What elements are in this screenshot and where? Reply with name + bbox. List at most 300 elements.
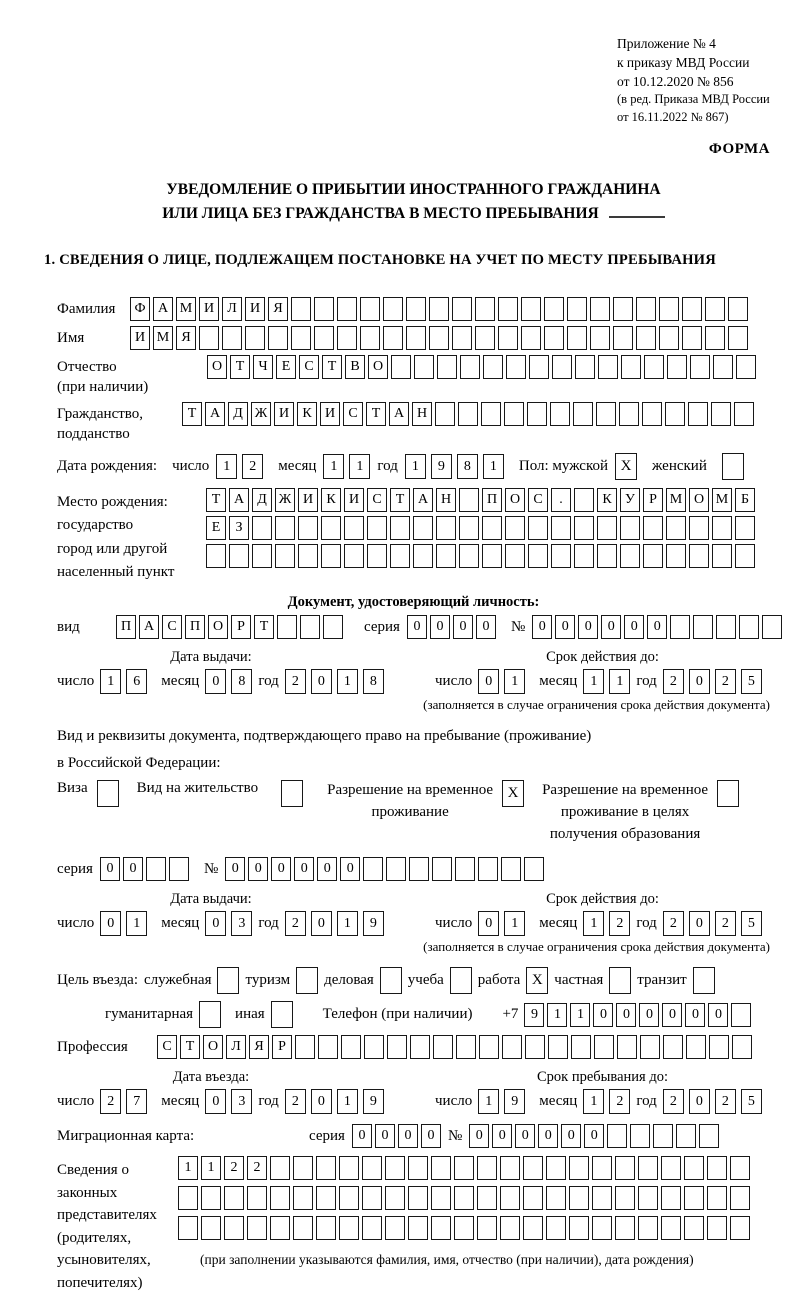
char-cell[interactable] — [477, 1216, 497, 1240]
char-cell[interactable]: 0 — [340, 857, 360, 881]
char-cell[interactable]: 1 — [583, 669, 604, 694]
char-cell[interactable] — [97, 780, 119, 807]
edu-residence-checkbox[interactable] — [717, 780, 739, 807]
char-cell[interactable]: И — [320, 402, 340, 426]
char-cell[interactable] — [693, 967, 715, 994]
char-cell[interactable] — [686, 1035, 706, 1059]
char-cell[interactable]: 6 — [126, 669, 147, 694]
char-cell[interactable] — [590, 326, 610, 350]
char-cell[interactable] — [666, 544, 686, 568]
char-cell[interactable]: 1 — [178, 1156, 198, 1180]
purpose-official-checkbox[interactable] — [217, 967, 239, 994]
char-cell[interactable]: В — [345, 355, 365, 379]
char-cell[interactable] — [630, 1124, 650, 1148]
char-cell[interactable]: 0 — [352, 1124, 372, 1148]
char-cell[interactable] — [300, 615, 320, 639]
blank-underline[interactable] — [609, 202, 665, 218]
doc-issue-month-cells[interactable] — [205, 669, 252, 694]
char-cell[interactable]: И — [130, 326, 150, 350]
char-cell[interactable]: 2 — [224, 1156, 244, 1180]
char-cell[interactable] — [270, 1216, 290, 1240]
char-cell[interactable] — [739, 615, 759, 639]
char-cell[interactable] — [275, 544, 295, 568]
char-cell[interactable] — [456, 1035, 476, 1059]
char-cell[interactable]: Я — [268, 297, 288, 321]
char-cell[interactable] — [291, 297, 311, 321]
char-cell[interactable]: 0 — [561, 1124, 581, 1148]
char-cell[interactable]: Н — [436, 488, 456, 512]
char-cell[interactable] — [298, 516, 318, 540]
char-cell[interactable] — [644, 355, 664, 379]
char-cell[interactable] — [293, 1216, 313, 1240]
char-cell[interactable] — [716, 615, 736, 639]
char-cell[interactable] — [413, 544, 433, 568]
char-cell[interactable] — [661, 1156, 681, 1180]
char-cell[interactable] — [270, 1186, 290, 1210]
char-cell[interactable] — [569, 1156, 589, 1180]
char-cell[interactable] — [621, 355, 641, 379]
char-cell[interactable] — [391, 355, 411, 379]
given-name-cells[interactable] — [130, 326, 748, 350]
char-cell[interactable]: 0 — [555, 615, 575, 639]
char-cell[interactable] — [454, 1156, 474, 1180]
char-cell[interactable]: 1 — [478, 1089, 499, 1114]
char-cell[interactable] — [498, 297, 518, 321]
char-cell[interactable] — [436, 516, 456, 540]
char-cell[interactable] — [567, 326, 587, 350]
char-cell[interactable]: И — [274, 402, 294, 426]
representatives-row3-cells[interactable] — [178, 1216, 750, 1240]
char-cell[interactable] — [408, 1186, 428, 1210]
char-cell[interactable]: О — [207, 355, 227, 379]
char-cell[interactable]: Ж — [251, 402, 271, 426]
char-cell[interactable]: 0 — [578, 615, 598, 639]
char-cell[interactable]: 0 — [430, 615, 450, 639]
char-cell[interactable] — [390, 544, 410, 568]
residence-valid-year-cells[interactable] — [663, 911, 762, 936]
char-cell[interactable]: 0 — [624, 615, 644, 639]
char-cell[interactable]: М — [712, 488, 732, 512]
char-cell[interactable] — [482, 516, 502, 540]
char-cell[interactable] — [178, 1186, 198, 1210]
char-cell[interactable]: 0 — [375, 1124, 395, 1148]
char-cell[interactable] — [615, 1156, 635, 1180]
char-cell[interactable]: 9 — [431, 454, 452, 479]
char-cell[interactable] — [337, 326, 357, 350]
char-cell[interactable] — [676, 1124, 696, 1148]
char-cell[interactable]: 2 — [285, 911, 306, 936]
char-cell[interactable] — [316, 1186, 336, 1210]
doc-valid-day-cells[interactable] — [478, 669, 525, 694]
surname-cells[interactable] — [130, 297, 748, 321]
char-cell[interactable] — [408, 1156, 428, 1180]
char-cell[interactable] — [642, 402, 662, 426]
doc-issue-day-cells[interactable] — [100, 669, 147, 694]
char-cell[interactable]: 2 — [715, 669, 736, 694]
birth-day-cells[interactable] — [216, 454, 263, 479]
char-cell[interactable] — [406, 297, 426, 321]
char-cell[interactable] — [477, 1156, 497, 1180]
purpose-humanitarian-checkbox[interactable] — [199, 1001, 221, 1028]
char-cell[interactable]: 1 — [504, 911, 525, 936]
char-cell[interactable] — [689, 544, 709, 568]
char-cell[interactable]: 1 — [483, 454, 504, 479]
char-cell[interactable] — [169, 857, 189, 881]
char-cell[interactable] — [730, 1156, 750, 1180]
char-cell[interactable]: 2 — [242, 454, 263, 479]
char-cell[interactable] — [252, 544, 272, 568]
char-cell[interactable]: Т — [366, 402, 386, 426]
char-cell[interactable]: Т — [230, 355, 250, 379]
char-cell[interactable]: 2 — [247, 1156, 267, 1180]
char-cell[interactable]: А — [229, 488, 249, 512]
char-cell[interactable] — [222, 326, 242, 350]
char-cell[interactable] — [501, 857, 521, 881]
entry-month-cells[interactable] — [205, 1089, 252, 1114]
char-cell[interactable] — [429, 297, 449, 321]
phone-cells[interactable] — [524, 1003, 751, 1027]
char-cell[interactable] — [362, 1156, 382, 1180]
char-cell[interactable]: 9 — [363, 1089, 384, 1114]
char-cell[interactable]: X — [526, 967, 548, 994]
char-cell[interactable] — [670, 615, 690, 639]
char-cell[interactable] — [459, 516, 479, 540]
representatives-row2-cells[interactable] — [178, 1186, 750, 1210]
char-cell[interactable]: С — [367, 488, 387, 512]
char-cell[interactable] — [667, 355, 687, 379]
char-cell[interactable] — [682, 326, 702, 350]
char-cell[interactable] — [321, 544, 341, 568]
char-cell[interactable]: К — [297, 402, 317, 426]
char-cell[interactable] — [362, 1216, 382, 1240]
char-cell[interactable]: Я — [249, 1035, 269, 1059]
char-cell[interactable] — [640, 1035, 660, 1059]
char-cell[interactable] — [666, 516, 686, 540]
char-cell[interactable]: 0 — [601, 615, 621, 639]
char-cell[interactable]: И — [298, 488, 318, 512]
char-cell[interactable] — [477, 1186, 497, 1210]
char-cell[interactable] — [344, 516, 364, 540]
char-cell[interactable]: Ч — [253, 355, 273, 379]
char-cell[interactable] — [479, 1035, 499, 1059]
stay-year-cells[interactable] — [663, 1089, 762, 1114]
residence-number-cells[interactable] — [225, 857, 544, 881]
char-cell[interactable]: П — [482, 488, 502, 512]
char-cell[interactable] — [524, 857, 544, 881]
char-cell[interactable]: 0 — [708, 1003, 728, 1027]
char-cell[interactable] — [410, 1035, 430, 1059]
char-cell[interactable] — [682, 297, 702, 321]
visa-checkbox[interactable] — [97, 780, 119, 807]
char-cell[interactable] — [339, 1186, 359, 1210]
char-cell[interactable]: 0 — [584, 1124, 604, 1148]
char-cell[interactable]: 9 — [363, 911, 384, 936]
char-cell[interactable]: Р — [231, 615, 251, 639]
char-cell[interactable] — [414, 355, 434, 379]
char-cell[interactable]: И — [199, 297, 219, 321]
char-cell[interactable] — [314, 297, 334, 321]
char-cell[interactable] — [523, 1156, 543, 1180]
profession-cells[interactable] — [157, 1035, 752, 1059]
char-cell[interactable] — [435, 402, 455, 426]
char-cell[interactable] — [546, 1216, 566, 1240]
char-cell[interactable]: Б — [735, 488, 755, 512]
birth-place-row1-cells[interactable] — [206, 488, 755, 512]
char-cell[interactable] — [506, 355, 526, 379]
char-cell[interactable]: 1 — [609, 669, 630, 694]
char-cell[interactable]: 1 — [337, 911, 358, 936]
char-cell[interactable]: Д — [252, 488, 272, 512]
char-cell[interactable] — [551, 516, 571, 540]
char-cell[interactable] — [337, 297, 357, 321]
char-cell[interactable] — [316, 1216, 336, 1240]
char-cell[interactable] — [592, 1216, 612, 1240]
char-cell[interactable] — [383, 297, 403, 321]
entry-day-cells[interactable] — [100, 1089, 147, 1114]
char-cell[interactable]: 0 — [123, 857, 143, 881]
birth-place-row3-cells[interactable] — [206, 544, 755, 568]
char-cell[interactable] — [690, 355, 710, 379]
char-cell[interactable]: О — [505, 488, 525, 512]
char-cell[interactable] — [638, 1156, 658, 1180]
char-cell[interactable]: 0 — [532, 615, 552, 639]
char-cell[interactable]: 0 — [317, 857, 337, 881]
residence-issue-day-cells[interactable] — [100, 911, 147, 936]
char-cell[interactable] — [569, 1186, 589, 1210]
char-cell[interactable]: 1 — [100, 669, 121, 694]
char-cell[interactable] — [659, 326, 679, 350]
char-cell[interactable]: 5 — [741, 669, 762, 694]
purpose-work-checkbox[interactable] — [526, 967, 548, 994]
char-cell[interactable] — [688, 402, 708, 426]
char-cell[interactable] — [663, 1035, 683, 1059]
char-cell[interactable] — [711, 402, 731, 426]
char-cell[interactable] — [452, 297, 472, 321]
char-cell[interactable]: Т — [254, 615, 274, 639]
char-cell[interactable] — [271, 1001, 293, 1028]
char-cell[interactable] — [483, 355, 503, 379]
char-cell[interactable]: 1 — [547, 1003, 567, 1027]
char-cell[interactable] — [281, 780, 303, 807]
char-cell[interactable] — [523, 1216, 543, 1240]
char-cell[interactable]: 2 — [663, 1089, 684, 1114]
char-cell[interactable] — [574, 488, 594, 512]
char-cell[interactable] — [615, 1186, 635, 1210]
char-cell[interactable] — [431, 1156, 451, 1180]
char-cell[interactable]: Ж — [275, 488, 295, 512]
purpose-study-checkbox[interactable] — [450, 967, 472, 994]
char-cell[interactable] — [339, 1216, 359, 1240]
char-cell[interactable] — [617, 1035, 637, 1059]
char-cell[interactable] — [592, 1156, 612, 1180]
char-cell[interactable]: Т — [180, 1035, 200, 1059]
char-cell[interactable] — [206, 544, 226, 568]
char-cell[interactable]: Т — [206, 488, 226, 512]
char-cell[interactable]: 0 — [616, 1003, 636, 1027]
char-cell[interactable] — [450, 967, 472, 994]
purpose-private-checkbox[interactable] — [609, 967, 631, 994]
char-cell[interactable] — [458, 402, 478, 426]
char-cell[interactable] — [217, 967, 239, 994]
char-cell[interactable] — [454, 1216, 474, 1240]
char-cell[interactable] — [728, 326, 748, 350]
char-cell[interactable] — [551, 544, 571, 568]
char-cell[interactable] — [620, 544, 640, 568]
char-cell[interactable]: 0 — [205, 1089, 226, 1114]
char-cell[interactable] — [546, 1156, 566, 1180]
char-cell[interactable]: X — [502, 780, 524, 807]
char-cell[interactable] — [268, 326, 288, 350]
char-cell[interactable] — [367, 516, 387, 540]
char-cell[interactable] — [705, 297, 725, 321]
char-cell[interactable] — [323, 615, 343, 639]
char-cell[interactable]: 0 — [421, 1124, 441, 1148]
char-cell[interactable] — [459, 488, 479, 512]
char-cell[interactable]: 2 — [663, 911, 684, 936]
char-cell[interactable] — [409, 857, 429, 881]
char-cell[interactable]: 0 — [407, 615, 427, 639]
char-cell[interactable]: 2 — [100, 1089, 121, 1114]
char-cell[interactable] — [638, 1186, 658, 1210]
char-cell[interactable] — [521, 297, 541, 321]
char-cell[interactable] — [436, 544, 456, 568]
char-cell[interactable] — [709, 1035, 729, 1059]
char-cell[interactable] — [728, 297, 748, 321]
char-cell[interactable] — [684, 1156, 704, 1180]
residence-issue-year-cells[interactable] — [285, 911, 384, 936]
char-cell[interactable] — [360, 297, 380, 321]
char-cell[interactable] — [364, 1035, 384, 1059]
char-cell[interactable] — [387, 1035, 407, 1059]
char-cell[interactable] — [482, 544, 502, 568]
char-cell[interactable]: 0 — [271, 857, 291, 881]
char-cell[interactable] — [552, 355, 572, 379]
char-cell[interactable] — [613, 297, 633, 321]
char-cell[interactable]: 0 — [538, 1124, 558, 1148]
citizenship-cells[interactable] — [182, 402, 754, 426]
char-cell[interactable] — [590, 297, 610, 321]
char-cell[interactable]: С — [162, 615, 182, 639]
entry-year-cells[interactable] — [285, 1089, 384, 1114]
char-cell[interactable] — [734, 402, 754, 426]
doc-type-cells[interactable] — [116, 615, 343, 639]
char-cell[interactable] — [500, 1216, 520, 1240]
char-cell[interactable] — [707, 1216, 727, 1240]
char-cell[interactable]: 0 — [593, 1003, 613, 1027]
char-cell[interactable]: 0 — [469, 1124, 489, 1148]
char-cell[interactable] — [636, 297, 656, 321]
char-cell[interactable] — [502, 1035, 522, 1059]
char-cell[interactable] — [247, 1216, 267, 1240]
char-cell[interactable] — [199, 1001, 221, 1028]
char-cell[interactable] — [363, 857, 383, 881]
char-cell[interactable] — [573, 402, 593, 426]
char-cell[interactable]: 2 — [285, 1089, 306, 1114]
char-cell[interactable] — [385, 1186, 405, 1210]
char-cell[interactable] — [707, 1186, 727, 1210]
char-cell[interactable] — [498, 326, 518, 350]
char-cell[interactable] — [386, 857, 406, 881]
char-cell[interactable] — [523, 1186, 543, 1210]
char-cell[interactable] — [609, 967, 631, 994]
char-cell[interactable]: Е — [206, 516, 226, 540]
char-cell[interactable] — [500, 1186, 520, 1210]
char-cell[interactable] — [295, 1035, 315, 1059]
doc-number-cells[interactable] — [532, 615, 782, 639]
char-cell[interactable] — [505, 544, 525, 568]
char-cell[interactable] — [380, 967, 402, 994]
char-cell[interactable]: 9 — [504, 1089, 525, 1114]
char-cell[interactable] — [693, 615, 713, 639]
char-cell[interactable] — [385, 1216, 405, 1240]
char-cell[interactable] — [571, 1035, 591, 1059]
char-cell[interactable] — [643, 516, 663, 540]
char-cell[interactable] — [730, 1186, 750, 1210]
char-cell[interactable]: А — [389, 402, 409, 426]
char-cell[interactable]: К — [597, 488, 617, 512]
char-cell[interactable]: 3 — [231, 911, 252, 936]
char-cell[interactable]: Т — [390, 488, 410, 512]
char-cell[interactable]: 0 — [311, 1089, 332, 1114]
char-cell[interactable]: 0 — [639, 1003, 659, 1027]
char-cell[interactable] — [146, 857, 166, 881]
representatives-row1-cells[interactable] — [178, 1156, 750, 1180]
char-cell[interactable]: 2 — [715, 1089, 736, 1114]
char-cell[interactable] — [475, 297, 495, 321]
char-cell[interactable] — [293, 1186, 313, 1210]
char-cell[interactable]: 1 — [323, 454, 344, 479]
char-cell[interactable]: 1 — [405, 454, 426, 479]
char-cell[interactable]: И — [344, 488, 364, 512]
char-cell[interactable]: Я — [176, 326, 196, 350]
char-cell[interactable]: 8 — [231, 669, 252, 694]
char-cell[interactable]: X — [615, 453, 637, 480]
temp-residence-checkbox[interactable] — [502, 780, 524, 807]
char-cell[interactable] — [569, 1216, 589, 1240]
char-cell[interactable]: П — [116, 615, 136, 639]
char-cell[interactable]: 0 — [205, 669, 226, 694]
char-cell[interactable] — [406, 326, 426, 350]
stay-day-cells[interactable] — [478, 1089, 525, 1114]
char-cell[interactable]: 0 — [478, 911, 499, 936]
char-cell[interactable]: Р — [272, 1035, 292, 1059]
char-cell[interactable]: 0 — [100, 911, 121, 936]
char-cell[interactable]: 1 — [337, 669, 358, 694]
char-cell[interactable] — [431, 1186, 451, 1210]
char-cell[interactable]: 8 — [457, 454, 478, 479]
char-cell[interactable]: 0 — [225, 857, 245, 881]
char-cell[interactable] — [548, 1035, 568, 1059]
char-cell[interactable] — [455, 857, 475, 881]
char-cell[interactable] — [459, 544, 479, 568]
char-cell[interactable] — [460, 355, 480, 379]
char-cell[interactable] — [199, 326, 219, 350]
char-cell[interactable]: 1 — [570, 1003, 590, 1027]
char-cell[interactable]: С — [528, 488, 548, 512]
char-cell[interactable]: М — [666, 488, 686, 512]
char-cell[interactable] — [504, 402, 524, 426]
char-cell[interactable]: 1 — [583, 911, 604, 936]
char-cell[interactable]: 0 — [478, 669, 499, 694]
char-cell[interactable] — [550, 402, 570, 426]
char-cell[interactable]: М — [176, 297, 196, 321]
char-cell[interactable]: 0 — [476, 615, 496, 639]
purpose-other-checkbox[interactable] — [271, 1001, 293, 1028]
char-cell[interactable]: 2 — [663, 669, 684, 694]
birth-month-cells[interactable] — [323, 454, 370, 479]
char-cell[interactable]: 0 — [294, 857, 314, 881]
char-cell[interactable] — [314, 326, 334, 350]
